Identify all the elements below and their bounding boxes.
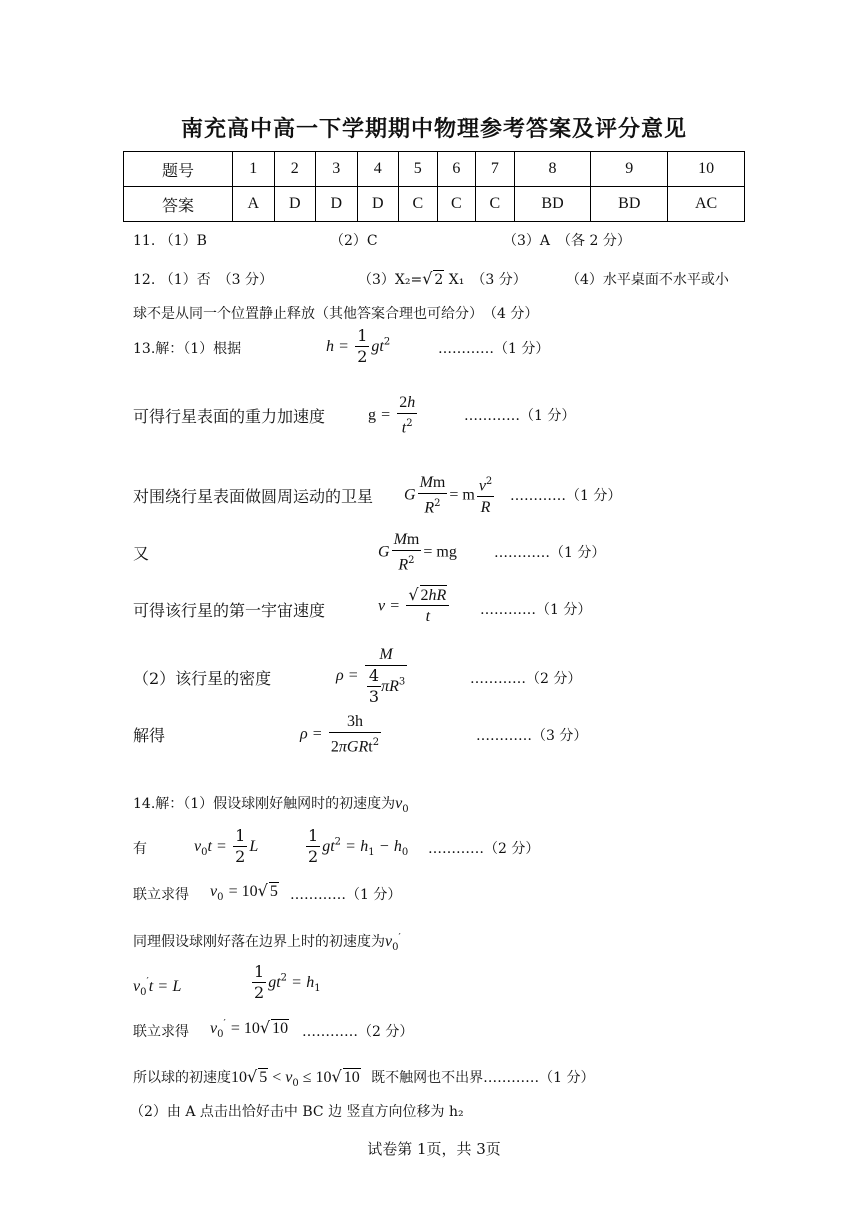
q13-line5: 可得该行星的第一宇宙速度 — [133, 601, 326, 620]
q12-part3 — [358, 269, 527, 289]
formula-free-fall: h = $\frac{1}{2}$ $gt^2$ — [326, 326, 391, 366]
sqrt-icon: √ — [257, 881, 268, 900]
q11-part2: （2）C — [330, 233, 378, 249]
q13-line7: 解得 — [133, 726, 166, 745]
q14-head-text: 14.解：（1）假设球刚好触网时的初速度为 — [133, 796, 396, 812]
q14-line4-text: 同理假设球刚好落在边界上时的初速度为 — [133, 934, 385, 950]
q14-line7: 所以球的初速度10√ $5 < v_0 \le 10√$ 10 既不触网也不出界…………（1 分） — [133, 1067, 595, 1089]
q11-part3: （3）A （各 2 分） — [503, 233, 631, 249]
q14-head: 14.解：（1）假设球刚好触网时的初速度为$v_0$ — [133, 795, 409, 815]
q14-score6: …………（2 分） — [302, 1024, 414, 1040]
formula-surface-gravity: G $\frac{Mm}{R^2}$ = mg — [378, 531, 457, 574]
q13-line6: （2）该行星的密度 — [133, 669, 272, 688]
q13-score1: …………（1 分） — [438, 341, 550, 357]
table-cell: 1 — [233, 152, 274, 187]
table-cell: 4 — [357, 152, 398, 187]
table-cell: D — [357, 187, 398, 222]
q13-line3: 对围绕行星表面做圆周运动的卫星 — [133, 487, 374, 506]
table-cell: C — [437, 187, 476, 222]
formula-horizontal-boundary: $v_0't = L$ — [133, 976, 182, 999]
table-cell: D — [316, 187, 357, 222]
formula-density: ρ = M $\frac{4}{3}$ $\pi R^3$ — [336, 646, 406, 706]
sqrt-icon: √ — [247, 1067, 258, 1086]
formula-vertical-boundary: $\frac{1}{2}$ $gt^2 = h_1$ — [254, 962, 321, 1002]
table-cell: BD — [514, 187, 591, 222]
row-label: 题号 — [124, 152, 233, 187]
table-row-answers — [124, 187, 745, 222]
q13-score2: …………（1 分） — [464, 408, 576, 424]
sqrt-icon: √ — [408, 585, 419, 604]
answer-table — [123, 151, 745, 222]
sqrt-radicand: 2 — [434, 272, 444, 288]
sqrt-icon: √ — [259, 1018, 271, 1037]
table-cell: 5 — [399, 152, 438, 187]
table-cell: C — [399, 187, 438, 222]
table-cell: C — [476, 187, 515, 222]
q14-line7-prefix: 所以球的初速度 — [133, 1070, 231, 1086]
q13-score3: …………（1 分） — [510, 488, 622, 504]
table-row-numbers — [124, 152, 745, 187]
q14-line7-suffix: 既不触网也不出界…………（1 分） — [371, 1070, 595, 1086]
formula-gravity: g = $\frac{2h}{t^2}$ — [368, 394, 416, 437]
table-cell: A — [233, 187, 274, 222]
page-footer: 试卷第 1页，共 3页 — [367, 1140, 501, 1158]
q13-line2: 可得行星表面的重力加速度 — [133, 407, 326, 426]
q14-line8: （2）由 A 点击出恰好击中 BC 边 竖直方向位移为 h₂ — [130, 1104, 464, 1120]
table-cell: 7 — [476, 152, 515, 187]
page-title: 南充高中高一下学期期中物理参考答案及评分意见 — [180, 116, 687, 142]
sqrt-icon: √ — [331, 1067, 342, 1086]
q14-line6: 联立求得 — [133, 1024, 189, 1040]
q14-line2: 有 — [133, 841, 147, 857]
q12-part3-prefix: （3）X₂= — [358, 272, 423, 288]
q12-part1: 12. （1）否 （3 分） — [133, 272, 273, 288]
table-cell: 3 — [316, 152, 357, 187]
q14-line3: 联立求得 — [133, 887, 189, 903]
q12-part4: （4）水平桌面不水平或小 — [566, 272, 729, 288]
table-cell: D — [274, 187, 315, 222]
table-cell: 10 — [668, 152, 745, 187]
q12-part3-suffix: X₁ （3 分） — [448, 272, 527, 288]
table-cell: 2 — [274, 152, 315, 187]
formula-density-result: ρ = $\frac{3h}{2\pi GRt^2}$ — [300, 713, 380, 756]
q11-part1: 11. （1）B — [133, 233, 207, 249]
table-cell: 6 — [437, 152, 476, 187]
q12-line2: 球不是从同一个位置静止释放（其他答案合理也可给分） （4 分） — [133, 306, 539, 322]
q13-score4: …………（1 分） — [494, 545, 606, 561]
formula-vertical: $\frac{1}{2}$ $gt^2 = h_1 - h_0$ — [308, 826, 409, 866]
q13-score7: …………（3 分） — [476, 728, 588, 744]
formula-v0-result: $v_0 = 10√$ 5 — [210, 881, 278, 904]
q14-score2: …………（2 分） — [428, 841, 540, 857]
formula-v0-prime-result: $v_0' = 10√$ 10 — [210, 1018, 289, 1041]
formula-orbit: G $\frac{Mm}{R^2}$ = m $\frac{v^2}{R}$ — [404, 474, 493, 517]
q14-score3: …………（1 分） — [290, 887, 402, 903]
q13-score6: …………（2 分） — [470, 671, 582, 687]
formula-horizontal: $v_0t$ = $\frac{1}{2}$ L — [194, 826, 259, 866]
q13-head: 13.解：（1）根据 — [133, 341, 242, 357]
q14-line4: 同理假设球刚好落在边界上时的初速度为$v_0'$ — [133, 932, 401, 953]
table-cell: 8 — [514, 152, 591, 187]
q13-score5: …………（1 分） — [480, 602, 592, 618]
row-label: 答案 — [124, 187, 233, 222]
table-cell: AC — [668, 187, 745, 222]
table-cell: 9 — [591, 152, 668, 187]
formula-first-cosmic-velocity: v = $\frac{√ 2hR}{t}$ — [378, 585, 451, 627]
sqrt-icon: √ — [422, 269, 433, 288]
q13-line4: 又 — [133, 544, 150, 563]
table-cell: BD — [591, 187, 668, 222]
